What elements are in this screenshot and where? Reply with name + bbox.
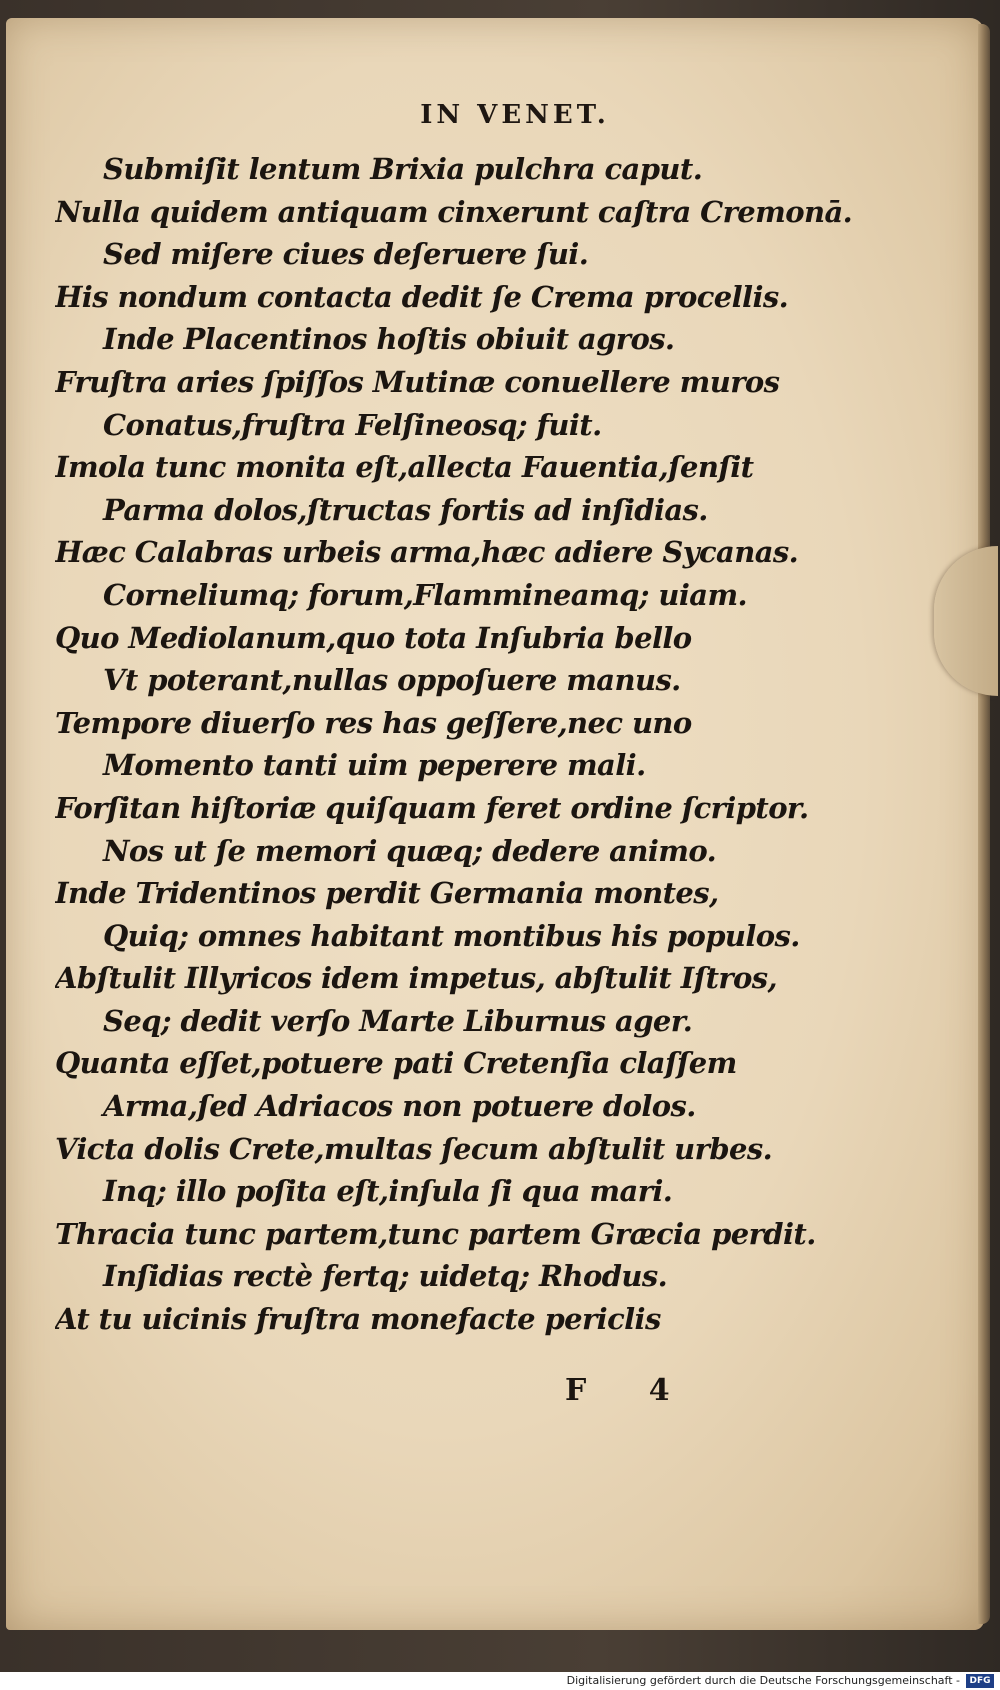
signature-mark: F 4	[565, 1373, 696, 1408]
running-head: IN VENET.	[420, 100, 610, 130]
verse-line: Inſidias rectè fertq; uidetq; Rhodus.	[103, 1259, 668, 1294]
verse-line: Momento tanti uim peperere mali.	[103, 748, 646, 783]
verse-line: Quiq; omnes habitant montibus his populos.	[103, 918, 800, 953]
verse-line: Abſtulit Illyricos idem impetus, abſtulit Iſtros,	[55, 961, 778, 996]
verse-block	[55, 148, 935, 1341]
verse-line: Quo Mediolanum,quo tota Inſubria bello	[55, 620, 692, 655]
verse-line: Thracia tunc partem,tunc partem Græcia perdit.	[55, 1216, 816, 1251]
verse-line: Parma dolos,ſtructas fortis ad inſidias.	[103, 492, 708, 527]
footer-credit: Digitalisierung gefördert durch die Deutsche Forschungsgemeinschaft -	[566, 1674, 960, 1687]
verse-line: Nulla quidem antiquam cinxerunt caſtra Cremonā.	[55, 194, 853, 229]
verse-line: Fruſtra aries ſpiſſos Mutinæ conuellere muros	[55, 364, 780, 399]
verse-line: Seq; dedit verſo Marte Liburnus ager.	[103, 1003, 693, 1038]
verse-line: His nondum contacta dedit ſe Crema procellis.	[55, 279, 789, 314]
dfg-logo-icon: DFG	[966, 1674, 994, 1688]
verse-line: Corneliumq; forum,Flammineamq; uiam.	[103, 577, 748, 612]
verse-line: At tu uicinis fruſtra monefacte periclis	[55, 1302, 661, 1337]
verse-line: Nos ut ſe memori quæq; dedere animo.	[103, 833, 717, 868]
verse-line: Tempore diuerſo res has geſſere,nec uno	[55, 705, 692, 740]
verse-line: Vt poterant,nullas oppoſuere manus.	[103, 663, 681, 698]
verse-line: Arma,ſed Adriacos non potuere dolos.	[103, 1089, 696, 1124]
verse-line: Sed miſere ciues deſeruere ſui.	[103, 237, 589, 272]
verse-line: Imola tunc monita eſt,allecta Fauentia,ſenſit	[55, 450, 754, 485]
verse-line: Quanta eſſet,potuere pati Cretenſia claſſem	[55, 1046, 737, 1081]
verse-line: Inq; illo poſita eſt,inſula ſi qua mari.	[103, 1174, 673, 1209]
verse-line: Hæc Calabras urbeis arma,hæc adiere Sycanas.	[55, 535, 799, 570]
verse-line: Victa dolis Crete,multas ſecum abſtulit urbes.	[55, 1131, 773, 1166]
page-edge	[978, 24, 990, 1624]
verse-line: Inde Tridentinos perdit Germania montes,	[55, 876, 719, 911]
verse-line: Conatus,fruſtra Felſineosq; fuit.	[103, 407, 602, 442]
verse-line: Forſitan hiſtoriæ quiſquam feret ordine ſcriptor.	[55, 790, 809, 825]
verse-line: Submiſit lentum Brixia pulchra caput.	[103, 152, 703, 186]
footer-bar	[0, 1672, 1000, 1690]
verse-line: Inde Placentinos hoſtis obiuit agros.	[103, 322, 675, 357]
